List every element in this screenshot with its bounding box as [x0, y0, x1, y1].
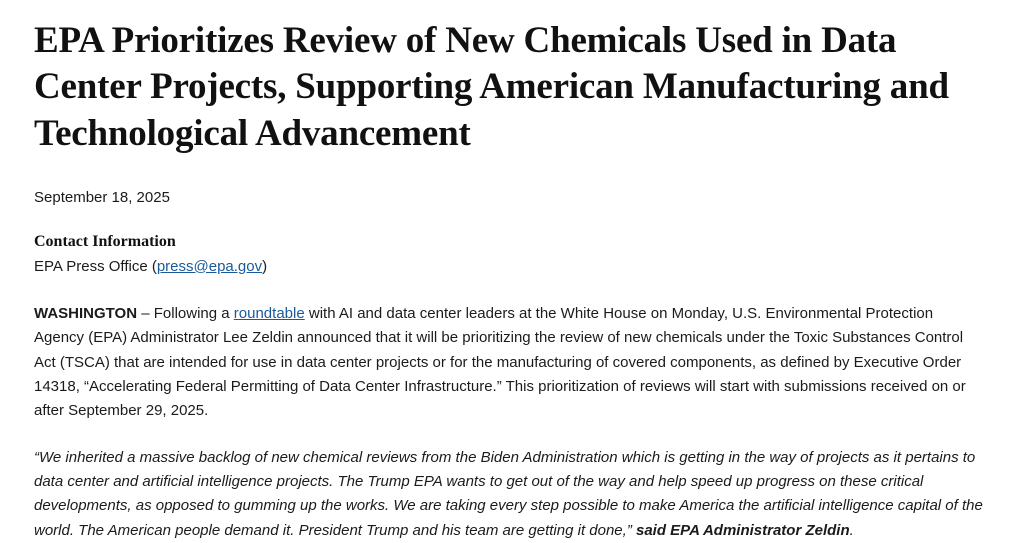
quote-paragraph [34, 446, 986, 543]
quote-text: “We inherited a massive backlog of new chemical reviews from the Biden Administration which is getting in the way of projects as it pertains to data center and artificial intelligence projects. The Trump EPA wants to get out of the way and help speed up progress on these critical developments, as opposed to gumming up the works. We are taking every step possible to make America the artificial intelligence capital of the world. The American people demand it. President Trump and his team are getting it done,” [34, 448, 983, 539]
quote-period: . [849, 521, 854, 539]
press-office-label: EPA Press Office ( [34, 257, 157, 275]
page-title: EPA Prioritizes Review of New Chemicals Used in Data Center Projects, Supporting American Manufacturing and Technological Advancement [34, 20, 949, 154]
quote-attribution: said EPA Administrator Zeldin [635, 521, 850, 539]
lead-part-two: with AI and data center leaders at the White House on Monday, U.S. Environmental Protection Agency (EPA) Administrator Lee Zeldin announced that it will be prioritizing the review of new chemicals under the Toxic Substances Control Act (TSCA) that are intended for use in data center projects or for the manufacturing of covered components, as defined by Executive Order 14318, “Accelerating Federal Permitting of Data Center Infrastructure.” This prioritization of reviews will start with submissions received on or after September 29, 2025. [34, 305, 966, 420]
press-office-close-paren: ) [262, 257, 268, 275]
contact-information-heading: Contact Information [34, 233, 176, 251]
contact-line [34, 256, 986, 279]
lead-paragraph [34, 302, 986, 423]
roundtable-link[interactable]: roundtable [233, 305, 305, 323]
dateline: WASHINGTON [34, 305, 138, 323]
lead-part-one: – Following a [137, 305, 234, 323]
press-email-link[interactable]: press@epa.gov [156, 257, 263, 275]
publication-date: September 18, 2025 [34, 188, 170, 206]
